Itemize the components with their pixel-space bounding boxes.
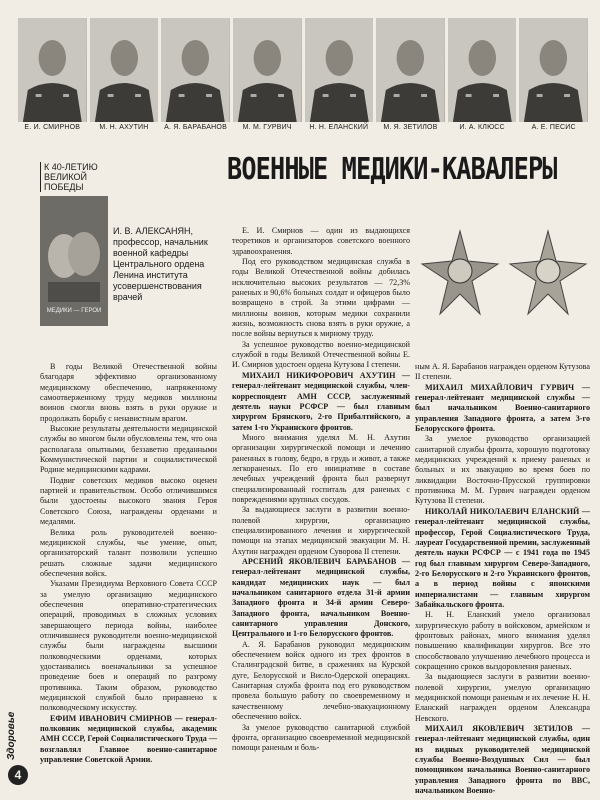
book-cover-image	[40, 196, 108, 326]
author-bio: профессор, начальник военной кафедры Центрального ордена Ленина института усовершенствования врачей	[113, 237, 208, 302]
portrait-photo	[305, 18, 374, 122]
bio-zetilov: МИХАИЛ ЯКОВЛЕВИЧ ЗЕТИЛОВ — генерал-лейтенант медицинской службы, один из видных руководителей медицинской службы Военно-Воздушных Сил — был помощником начальника Военно-санитарного управления Западного фронта по ВВС, начальником Военно-	[415, 724, 590, 796]
portrait-caption: И. А. КЛЮСС	[459, 124, 505, 131]
paragraph: Н. Н. Еланский умело организовал хирургическую работу в войсковом, армейском и фронтовых районах, много внимания уделял повышению квалификации хирургов. Все это способствовало улучшению лечебного процесса и сокращению сроков выздоровления раненых.	[415, 610, 590, 671]
bio-elansky: НИКОЛАЙ НИКОЛАЕВИЧ ЕЛАНСКИЙ — генерал-лейтенант медицинской службы, профессор, Герой Социалистического Труда, лауреат Государственной премии, заслуженный деятель науки РСФСР — с 1941 года по 1945 год был главным хирургом Северо-Западного, 2-го Белорусского и 2-го Украинского фронтов, а в период войны с японскими империалистами — главным хирургом Забайкальского фронта.	[415, 506, 590, 609]
paragraph: Е. И. Смирнов — один из выдающихся теоретиков и организаторов советского военного здравоохранения.	[232, 226, 410, 256]
portrait-caption: М. Н. АХУТИН	[99, 124, 149, 131]
paragraph: Под его руководством медицинская служба в годы Великой Отечественной войны добилась исключительно высоких результатов — 72,3% раненых и 90,6% больных солдат и офицеров было возвращено в строй. За этими цифрами — миллионы воинов, которым медики сохранили жизнь, возможность снова взять в руки оружие, а после войны вернуться к мирному труду.	[232, 257, 410, 339]
portrait-photo	[18, 18, 87, 122]
paragraph: А. Я. Барабанов руководил медицинским обеспечением войск одного из трех фронтов в Сталинградской битве, в сражениях на Курской дуге, Белорусской и Висло-Одерской операциях. Санитарная служба фронта под его руководством провела большую работу по своевременному и качественному лечебно-эвакуационному обеспечению войск.	[232, 639, 410, 722]
anniversary-label: К 40-ЛЕТИЮ ВЕЛИКОЙ ПОБЕДЫ	[40, 162, 112, 192]
paragraph: Много внимания уделял М. Н. Ахутин организации хирургической помощи и лечению раненных в голову, бедро, в грудь и живот, а также легкораненых. По его инициативе в составе лечебных учреждений фронта был развернут специализированный госпиталь для раненых с повреждениями крупных сосудов.	[232, 432, 410, 504]
paragraph: ным А. Я. Барабанов награжден орденом Кутузова II степени.	[415, 362, 590, 382]
paragraph: За выдающиеся заслуги в развитии военно-полевой хирургии, организацию специализированного лечения и хирургической помощи на этапах медицинской эвакуации М. Н. Ахутин награжден орденом Суворова II степени.	[232, 505, 410, 556]
portrait-caption: Е. И. СМИРНОВ	[24, 124, 81, 131]
paragraph: За умелое руководство организацией санитарной службы фронта, хорошую подготовку медицинских учреждений к приему раненых и больных и их эвакуацию во время боев по ликвидации Восточно-Прусской группировки противника М. М. Гурвич награжден орденом Кутузова II степени.	[415, 434, 590, 506]
paragraph: За успешное руководство военно-медицинской службой в годы Великой Отечественной войны Е. И. Смирнов удостоен ордена Кутузова I степени.	[232, 339, 410, 370]
portrait-caption: А. Е. ПЕСИС	[531, 124, 576, 131]
bio-smirnov: ЕФИМ ИВАНОВИЧ СМИРНОВ — генерал-полковник медицинской службы, академик АМН СССР, Герой Социалистического Труда — возглавлял Главное военно-санитарное управление Советской Армии.	[40, 713, 217, 765]
portrait-caption: М. М. ГУРВИЧ	[242, 124, 292, 131]
book-title: МЕДИКИ — ГЕРОИ	[46, 308, 102, 314]
paragraph: За умелое руководство санитарной службой фронта, организацию своевременной медицинской помощи раненым и боль-	[232, 722, 410, 753]
bio-akhutin: МИХАИЛ НИКИФОРОВИЧ АХУТИН — генерал-лейтенант медицинской службы, член-корреспондент АМН СССР, заслуженный деятель науки РСФСР — был главным хирургом Брянского, 2-го Прибалтийского, а затем 1-го Украинского фронтов.	[232, 370, 410, 432]
paragraph: Подвиг советских медиков высоко оценен партией и правительством. Особо отличившимся были удостоены высокого звания Героя Советского Союза, награждены орденами и медалями.	[40, 475, 217, 527]
bio-gurvich: МИХАИЛ МИХАЙЛОВИЧ ГУРВИЧ — генерал-лейтенант медицинской службы — был начальником Военно-санитарного управления Западного фронта, а затем 3-го Белорусского фронта.	[415, 382, 590, 434]
paragraph: За выдающиеся заслуги в развитии военно-полевой хирургии, умелую организацию медицинской помощи раненым и их лечение Н. Н. Еланский награжден орденом Александра Невского.	[415, 672, 590, 723]
bio-barabanov: АРСЕНИЙ ЯКОВЛЕВИЧ БАРАБАНОВ — генерал-лейтенант медицинской службы, кандидат медицинских наук — был начальником санитарного отдела 31-й армии Западного фронта и 34-й армии Северо-Западного фронта, начальником Военно-санитарного управления Донского, Центрального и 1-го Белорусского фронтов.	[232, 557, 410, 639]
portrait-photo	[90, 18, 159, 122]
portrait-photo	[161, 18, 230, 122]
article-headline: ВОЕННЫЕ МЕДИКИ-КАВАЛЕРЫ	[227, 152, 557, 187]
portrait-photo	[448, 18, 517, 122]
column-1	[40, 362, 217, 765]
order-medals-image	[420, 226, 590, 326]
magazine-logo: Здоровье	[6, 711, 17, 760]
column-2	[232, 226, 410, 754]
portrait-photo	[233, 18, 302, 122]
paragraph: Велика роль руководителей военно-медицинской службы, чье умение, опыт, организаторский талант позволили успешно решать сложные задачи медицинского обеспечения войск.	[40, 527, 217, 578]
portrait-caption: М. Я. ЗЕТИЛОВ	[383, 124, 438, 131]
portrait-caption: Н. Н. ЕЛАНСКИЙ	[309, 124, 369, 131]
author-block	[113, 226, 223, 303]
paragraph: Указами Президиума Верховного Совета СССР за умелую организацию медицинского обеспечения оперативно-стратегических операций, проводимых в сложных условиях завершающего периода войны, наиболее отличившиеся руководители военно-медицинской службы были награждены высшими полководческими орденами, которых удостаивались военачальники за успешное проведение боев и операций по разгрому противника. Таким образом, руководство медицинской службой было приравнено к полководческому искусству.	[40, 579, 217, 713]
portrait-photo	[519, 18, 588, 122]
portrait-strip	[18, 18, 588, 122]
portrait-caption: А. Я. БАРАБАНОВ	[164, 124, 227, 131]
portrait-photo	[376, 18, 445, 122]
column-3	[415, 362, 590, 796]
portrait-captions	[18, 124, 588, 131]
paragraph: В годы Великой Отечественной войны благодаря эффективно организованному медицинскому обеспечению, напряженному самоотверженному труду медиков миллионы воинов смогли вновь взять в руки оружие и продолжать борьбу с ненавистным врагом.	[40, 362, 217, 423]
page-number: 4	[8, 765, 28, 785]
author-name: И. В. АЛЕКСАНЯН,	[113, 226, 194, 236]
paragraph: Высокие результаты деятельности медицинской службы во многом были обусловлены тем, что она располагала опытными, беззаветно преданными Коммунистической партии и социалистической Родине медицинскими кадрами.	[40, 424, 217, 475]
